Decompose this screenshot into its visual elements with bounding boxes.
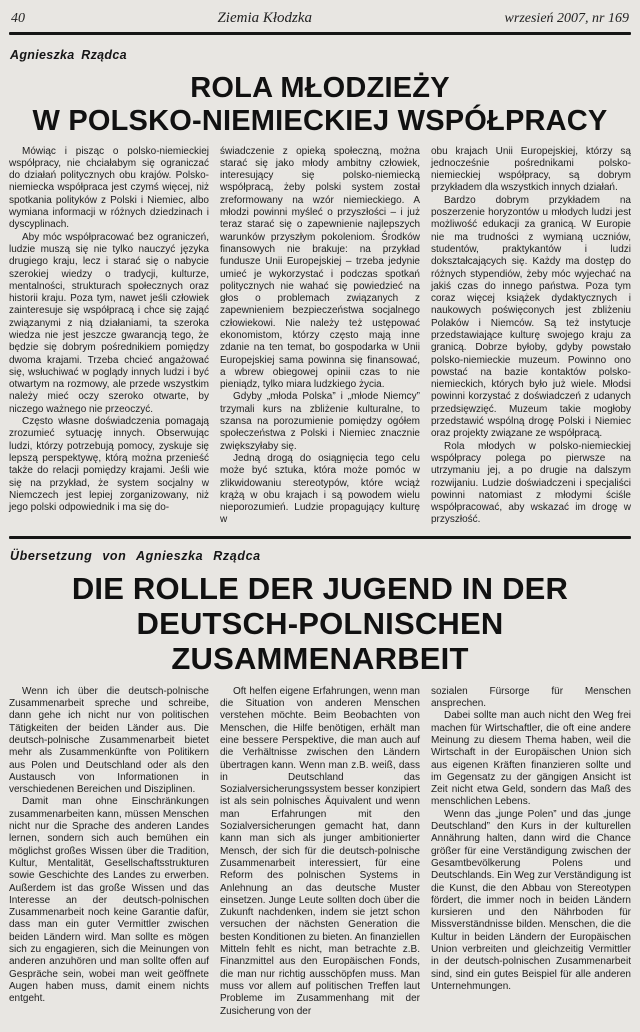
pl-paragraph-continuation: świadczenie z opieką społeczną, można starać się jako młody ambitny człowiek, interesujący się polsko-niemiecką współpracą, żeby polski system został zreformowany na wzór niemieckiego. A młodzi powinni myśleć o przyszłości – i już teraz starać się o zapewnienie najlepszych warunków przyszłym pokoleniom. Środków finansowych nie brakuje: na przykład fundusze Unii Europejskiej – trzeba jedynie umieć je wykorzystać i podczas spotkań politycznych nie wahać się powiedzieć na głos o problemach związanych z zapewnieniem bezpieczeństwa socjalnego człowiekowi. Nie należy też ustępować ekonomistom, którzy często mają inne zdanie na ten temat, bo gospodarka w Unii Europejskiej sama powinna się finansować, a wbrew obiegowej opinii czas to nie pieniądz, tylko miara ludzkiego życia. <box>220 145 420 391</box>
de-paragraph-continuation: sozialen Fürsorge für Menschen ansprechen. <box>431 685 631 710</box>
de-paragraph: Dabei sollte man auch nicht den Weg frei machen für Wirtschaftler, die oft eine andere Meinung zu diesem Thema haben, weil die Wirtschaft in der Europäischen Union sich aus eigenen Kräften finanzieren sollte und im Gegensatz zu der gängigen Ansicht ist Zeit nicht etwa Geld, sondern das Maß des menschlichen Lebens. <box>431 710 631 808</box>
pl-paragraph: Gdyby „młoda Polska” i „młode Niemcy” trzymali kurs na zbliżenie kulturalne, to szansa na porozumienie pomiędzy ogółem społeczeństwa z Polski i Niemiec znacznie zwiększyłaby się. <box>220 391 420 452</box>
pl-column-3 <box>431 146 631 527</box>
pl-paragraph: Jedną drogą do osiągnięcia tego celu może być sztuka, która może pomóc w zlikwidowaniu stereotypów, które wciąż krążą w obu krajach i są powodem wielu nieporozumień. Ludzie propagujący kulturę w <box>220 452 420 526</box>
section-divider-rule <box>9 536 631 539</box>
article-title-de-line1: DIE ROLLE DER JUGEND IN DER <box>71 570 569 606</box>
pl-paragraph: Rola młodych w polsko-niemieckiej współpracy polega po pierwsze na utrzymaniu jej, a po drugie na dalszym rozwijaniu. Ludzie doświadczeni i specjaliści powinni natomiast z młodymi ściśle współpracować, aby wskazać im drogę w przyszłość. <box>431 440 631 526</box>
pl-paragraph: Często własne doświadczenia pomagają zrozumieć sytuację innych. Obserwując ludzi, którzy potrzebują pomocy, zyskuje się lepszą perspektywę, którą można przenieść także do relacji pomiędzy krajami. Jeśli wie się na przykład, że system socjalny w Niemczech jest lepiej zorganizowany, niż jego polski odpowiednik i ma się do- <box>9 416 209 514</box>
author-byline-pl: Agnieszka Rządca <box>10 48 127 62</box>
de-column-1 <box>9 686 209 1018</box>
page-number: 40 <box>11 11 25 26</box>
running-head <box>9 8 631 27</box>
article-pl-columns <box>9 146 631 527</box>
article-title-de-line2: DEUTSCH-POLNISCHEN ZUSAMMENARBEIT <box>136 605 504 676</box>
article-title-pl-line2: W POLSKO-NIEMIECKIEJ WSPÓŁPRACY <box>32 104 608 137</box>
de-column-3 <box>431 686 631 1018</box>
pl-paragraph: Mówiąc i pisząc o polsko-niemieckiej współpracy, nie chciałabym się ograniczać do działań politycznych obu krajów. Polsko-niemiecka współpraca jest czymś więcej, niż spotkania polityków z Polski i Niemiec, albo wymiana informacji w różnych dziedzinach i dyscyplinach. <box>9 145 209 231</box>
de-paragraph: Oft helfen eigene Erfahrungen, wenn man die Situation von anderen Menschen verstehen möchte. Beim Beobachten von Menschen, die Hilfe benötigen, erhält man eine bessere Perspektive, die man auch auf die Verhältnisse zwischen den Ländern übertragen kann. Wenn man z.B. weiß, dass in Deutschland das Sozialversicherungssystem besser konzipiert ist als sein polnisches Äquivalent und wenn man Erfahrungen mit den Sozialversicherungen gemacht hat, dann kann man sich als junger ambitionierter Mensch, der sich für die deutsch-polnische Zusammenarbeit interessiert, für eine Reform des polnischen Systems in Anlehnung an das deutsche Muster einsetzen. Junge Leute sollten doch über die Zukunft nachdenken, indem sie jetzt schon versuchen der nächsten Generation die besten Konditionen zu bieten. An finanziellen Mitteln fehlt es nicht, man betrachte z.B. Finanzmittel aus den Europäischen Fonds, die man nur richtig ausschöpfen muss. Man muss vor allem auf politischen Treffen laut Probleme im Zusammenhang mit der Zusicherung von der <box>220 685 420 1017</box>
pl-paragraph: Aby móc współpracować bez ograniczeń, ludzie muszą się nie tylko nauczyć języka drugiego kraju, lecz i starać się o nabycie szerokiej wiedzy o tradycji, kulturze, mentalności, strukturach społecznych oraz historii kraju. Poza tym, nawet jeśli człowiek zainteresuje się współpracą i chce się zająć związanymi z nią działaniami, ta szeroka wiedza nie jest jeszcze gwarancją tego, że będzie się dobrym pośrednikiem pomiędzy dwoma krajami. Trzeba chcieć angażować się, wsłuchiwać w poglądy innych ludzi i być otwartym na rozmowy, ale przede wszystkim należy mieć oczy szeroko otwarte, by niczego ważnego nie przeoczyć. <box>9 231 209 415</box>
journal-title: Ziemia Kłodzka <box>217 10 313 26</box>
pl-column-2 <box>220 146 420 527</box>
pl-paragraph-continuation: obu krajach Unii Europejskiej, którzy są jednocześnie pośrednikami polsko-niemieckiej współpracy, są dobrym przykładem dla wszystkich innych działań. <box>431 145 631 194</box>
article-de-columns <box>9 686 631 1018</box>
header-rule <box>9 32 631 35</box>
article-title-pl-line1: ROLA MŁODZIEŻY <box>190 72 450 104</box>
issue-info: wrzesień 2007, nr 169 <box>504 11 629 26</box>
pl-paragraph: Bardzo dobrym przykładem na poszerzenie horyzontów u młodych ludzi jest możliwość edukacji za granicą. W Europie nie ma trudności z wymianą uczniów, studentów, praktykantów i ludzi dokształcających się. Każdy ma dostęp do różnych stypendiów, żeby móc wyjechać na jakiś czas do innego państwa. Poza tym coraz więcej książek dydaktycznych i naukowych poświęconych jest zbliżeniu Polaków i Niemców. Są też instytucje przedstawiające kulturę swojego kraju za granicą. Dobrze byłoby, gdyby powstało polsko-niemieckie muzeum. Powinno ono powstać na bazie kontaktów polsko-niemieckich, których było już wiele. Młodsi powinni korzystać z doświadczeń z udanych przedsięwzięć. Muzeum takie mogłoby przedstawić wspólną drogę Polski i Niemiec oraz projekty związane ze współpracą. <box>431 194 631 440</box>
article-title-pl <box>9 72 631 138</box>
translator-byline-de: Übersetzung von Agnieszka Rządca <box>10 548 261 563</box>
pl-column-1 <box>9 146 209 527</box>
de-paragraph: Wenn das „junge Polen” und das „junge Deutschland” den Kurs in der kulturellen Annährung halten, dann wird die Chance größer für eine Verständigung zwischen der Gesamtbevölkerung Polens und Deutschlands. Ein Weg zur Verständigung ist die Kunst, die den Abbau von Stereotypen fördert, die immer noch in beiden Ländern kursieren und den Nährboden für Missverständnisse bilden. Menschen, die die Kultur in beiden Ländern der Europäischen Union verbreiten und gleichzeitig Vermittler in der deutsch-polnischen Zusammenarbeit sind, sind ein gutes Beispiel für alle anderen Unternehmungen. <box>431 808 631 992</box>
de-paragraph: Wenn ich über die deutsch-polnische Zusammenarbeit spreche und schreibe, dann gehe ich nicht nur von politischen Tätigkeiten der beiden Länder aus. Die deutsch-polnische Zusammenarbeit bietet mehr als Zusammenkünfte von Politikern aus Polen und Deutschland oder als den Austausch von Informationen in verschiedenen Bereichen und Disziplinen. <box>9 685 209 796</box>
article-title-de <box>9 571 631 676</box>
de-column-2 <box>220 686 420 1018</box>
de-paragraph: Damit man ohne Einschränkungen zusammenarbeiten kann, müssen Menschen nicht nur die Sprache des anderen Landes lernen, sondern sich auch bemühen ein möglichst großes Wissen über die Tradition, Kultur, Mentalität, Gesellschaftsstrukturen sowie Geschichte des Landes zu erwerben. Außerdem ist das große Wissen und das Interesse an der deutsch-polnischen Zusammenarbeit noch keine Garantie dafür, dass man ein guter Vermittler zwischen beiden Ländern wird. Man sollte es mögen sich zu engagieren, sich die Meinungen von anderen anzuhören und man sollte offen auf Gespräche sein, wobei man weit geöffnete Augen haben muss, damit einem nichts entgeht. <box>9 796 209 1005</box>
